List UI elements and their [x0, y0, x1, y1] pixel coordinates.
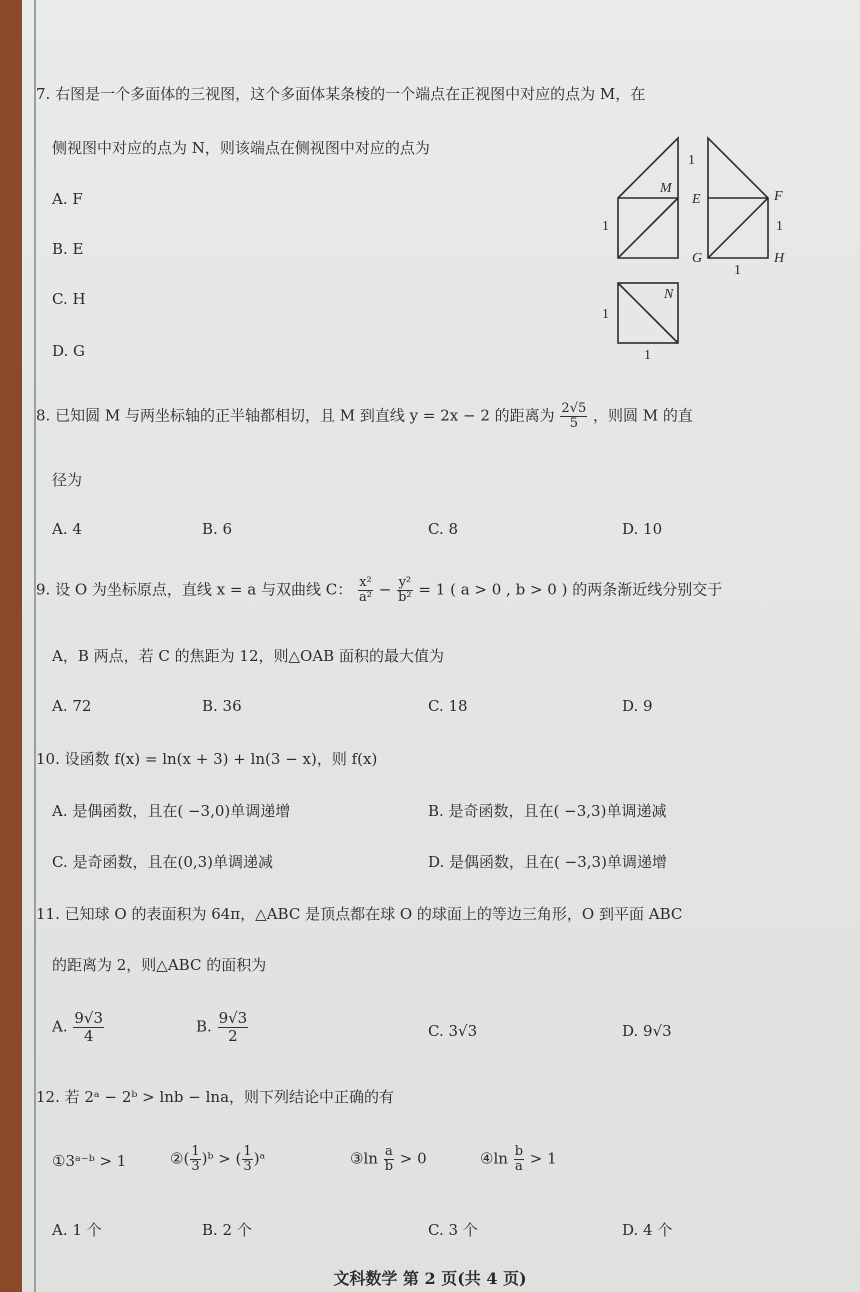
q10-stem: 10. 设函数 f(x) = ln(x + 3) + ln(3 − x)，则 f(x)	[36, 750, 378, 768]
q11-stem-line2: 的距离为 2，则△ABC 的面积为	[52, 956, 267, 974]
q12-conclusion-3	[350, 1145, 427, 1174]
q9-f1-num: x²	[359, 575, 372, 590]
q11-option-a-label: A.	[52, 1017, 68, 1036]
q12-option-d: D. 4 个	[622, 1221, 673, 1239]
q12-option-a: A. 1 个	[52, 1221, 102, 1239]
label-g: G	[692, 251, 703, 266]
q12-c2-frac-2	[242, 1145, 252, 1174]
q12-c4-fraction	[514, 1145, 524, 1174]
q10-option-a: A. 是偶函数，且在( −3,0)单调递增	[52, 802, 291, 820]
label-e: E	[692, 192, 701, 207]
q12-c2-frac-1	[190, 1145, 200, 1174]
q7-stem-line2: 侧视图中对应的点为 N，则该端点在侧视图中对应的点为	[52, 139, 430, 157]
q12-c4-num: b	[514, 1144, 524, 1159]
q12-c2-num-2: 1	[243, 1144, 252, 1159]
q11-stem-line1: 11. 已知球 O 的表面积为 64π，△ABC 是顶点都在球 O 的球面上的等边三角形，O 到平面 ABC	[36, 905, 683, 923]
dim-top-left: 1	[602, 307, 609, 322]
q8-distance-fraction	[560, 402, 587, 431]
q9-minus: −	[378, 580, 392, 599]
q12-c2-mid: )ᵇ > (	[201, 1149, 242, 1168]
label-f: F	[774, 189, 783, 204]
q12-c2-den-1: 3	[191, 1159, 200, 1174]
q9-option-c: C. 18	[428, 697, 468, 715]
q12-c3-fraction	[384, 1145, 394, 1174]
q8-option-a: A. 4	[52, 520, 82, 538]
q12-c4-pre: ④ln	[480, 1149, 508, 1168]
q11-a-den: 4	[83, 1027, 94, 1045]
dim-top-bottom: 1	[644, 348, 651, 363]
q12-c2-pre: ②(	[170, 1149, 190, 1168]
q8-stem-line2: 径为	[52, 471, 83, 489]
q7-stem-line1: 7. 右图是一个多面体的三视图，这个多面体某条棱的一个端点在正视图中对应的点为 M，在	[36, 85, 646, 103]
q12-conclusion-4	[480, 1145, 557, 1174]
q8-stem-post: ，则圆 M 的直	[593, 406, 693, 425]
q10-option-d: D. 是偶函数，且在( −3,3)单调递增	[428, 853, 667, 871]
q9-option-b: B. 36	[202, 697, 242, 715]
q10-option-c: C. 是奇函数，且在(0,3)单调递减	[52, 853, 274, 871]
q12-c3-num: a	[384, 1144, 393, 1159]
q12-c3-pre: ③ln	[350, 1149, 378, 1168]
q12-c2-den-2: 3	[243, 1159, 252, 1174]
q9-stem-line2: A，B 两点，若 C 的焦距为 12，则△OAB 面积的最大值为	[52, 647, 444, 665]
q8-frac-num: 2√5	[561, 401, 587, 416]
q7-option-a: A. F	[52, 190, 83, 208]
dim-side-right: 1	[776, 219, 783, 234]
q11-option-a	[52, 1010, 105, 1045]
q12-c4-post: > 1	[529, 1149, 557, 1168]
label-m: M	[660, 181, 672, 196]
q10-option-b: B. 是奇函数，且在( −3,3)单调递减	[428, 802, 667, 820]
q11-option-b-label: B.	[196, 1017, 212, 1036]
three-view-figure	[590, 130, 800, 370]
dim-front-left: 1	[602, 219, 609, 234]
label-n: N	[664, 287, 674, 302]
q7-option-b: B. E	[52, 240, 84, 258]
q11-option-d: D. 9√3	[622, 1022, 672, 1040]
q12-conclusion-1: ①3ᵃ⁻ᵇ > 1	[52, 1152, 127, 1170]
q9-stem-line1	[36, 576, 722, 605]
q12-c3-den: b	[384, 1159, 394, 1174]
q9-f2-den: b²	[398, 590, 412, 605]
q8-option-d: D. 10	[622, 520, 663, 538]
q12-option-c: C. 3 个	[428, 1221, 478, 1239]
q12-conclusion-2	[170, 1145, 265, 1174]
q9-fraction-x	[358, 576, 373, 605]
q8-stem-line1	[36, 402, 693, 431]
q8-option-b: B. 6	[202, 520, 233, 538]
q11-b-den: 2	[228, 1027, 238, 1045]
q9-option-d: D. 9	[622, 697, 653, 715]
q12-option-b: B. 2 个	[202, 1221, 252, 1239]
dim-side-top: 1	[688, 153, 695, 168]
q8-option-c: C. 8	[428, 520, 459, 538]
q11-option-b	[196, 1010, 249, 1045]
label-h: H	[774, 251, 785, 266]
q9-stem-post: = 1 ( a > 0 , b > 0 ) 的两条渐近线分别交于	[418, 580, 723, 599]
q11-a-num: 9√3	[74, 1009, 104, 1027]
q7-option-c: C. H	[52, 290, 86, 308]
q12-c4-den: a	[514, 1159, 523, 1174]
q9-option-a: A. 72	[52, 697, 92, 715]
q11-option-b-fraction	[218, 1010, 249, 1045]
q8-frac-den: 5	[569, 416, 578, 431]
q11-option-a-fraction	[73, 1010, 104, 1045]
q12-c2-post: )ᵃ	[253, 1149, 266, 1168]
dim-side-bottom: 1	[734, 263, 741, 278]
q9-fraction-y	[397, 576, 413, 605]
q12-c3-post: > 0	[399, 1149, 427, 1168]
q11-option-c: C. 3√3	[428, 1022, 478, 1040]
q12-c2-num-1: 1	[191, 1144, 200, 1159]
q9-stem-pre: 9. 设 O 为坐标原点，直线 x = a 与双曲线 C：	[36, 580, 353, 599]
q12-stem: 12. 若 2ᵃ − 2ᵇ > lnb − lna，则下列结论中正确的有	[36, 1088, 395, 1106]
q11-b-num: 9√3	[218, 1009, 248, 1027]
q9-f1-den: a²	[358, 590, 372, 605]
q8-stem-pre: 8. 已知圆 M 与两坐标轴的正半轴都相切，且 M 到直线 y = 2x − 2 的距离为	[36, 406, 555, 425]
q9-f2-num: y²	[398, 575, 412, 590]
q7-option-d: D. G	[52, 342, 86, 360]
page-footer: 文科数学 第 2 页(共 4 页)	[333, 1269, 527, 1288]
